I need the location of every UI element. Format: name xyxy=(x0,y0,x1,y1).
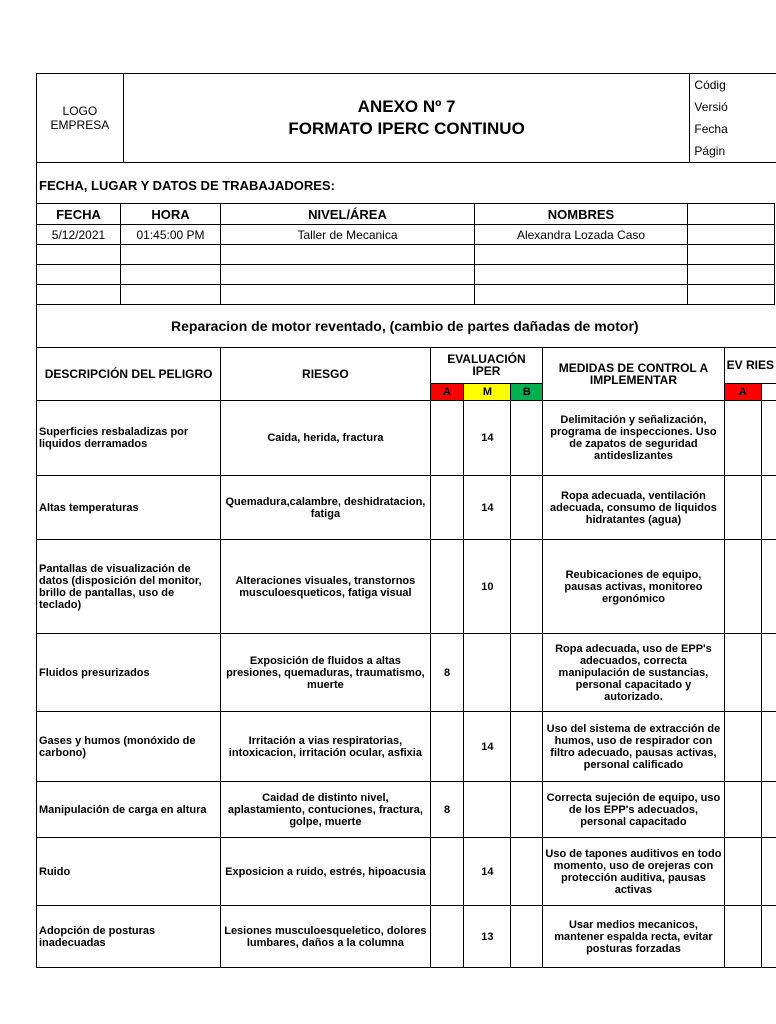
workers-header-row xyxy=(37,204,775,225)
annex-number: ANEXO Nº 7 xyxy=(357,97,456,116)
level-low-label: B xyxy=(511,383,543,400)
level-m-cell: 10 xyxy=(464,540,511,634)
date-cell[interactable] xyxy=(37,265,121,285)
area-cell[interactable] xyxy=(221,285,475,305)
residual-cell xyxy=(724,782,761,838)
level-m-cell: 14 xyxy=(464,838,511,906)
residual-cell xyxy=(724,634,761,712)
residual-cell xyxy=(724,712,761,782)
workers-row xyxy=(37,225,775,245)
level-b-cell xyxy=(511,476,543,540)
column-header-date: FECHA xyxy=(37,204,121,225)
residual-cell xyxy=(761,401,776,476)
risk-cell: Exposición de fluidos a altas presiones, quemaduras, traumatismo, muerte xyxy=(221,634,430,712)
logo-line-1: LOGO xyxy=(62,104,98,118)
form-header xyxy=(36,73,776,163)
level-high-label: A xyxy=(430,383,464,400)
time-cell[interactable] xyxy=(121,285,221,305)
hazard-cell: Superficies resbaladizas por liquidos derramados xyxy=(37,401,221,476)
column-header-evaluation: EVALUACIÓN IPER xyxy=(430,348,543,384)
level-b-cell xyxy=(511,906,543,968)
residual-cell xyxy=(761,634,776,712)
form-title xyxy=(123,74,690,163)
date-cell[interactable] xyxy=(37,285,121,305)
residual-level-high-label: A xyxy=(724,383,761,400)
level-m-cell xyxy=(464,634,511,712)
level-a-cell xyxy=(430,401,464,476)
time-cell[interactable]: 01:45:00 PM xyxy=(121,225,221,245)
risk-cell: Caida, herida, fractura xyxy=(221,401,430,476)
column-header-time: HORA xyxy=(121,204,221,225)
level-a-cell xyxy=(430,540,464,634)
time-cell[interactable] xyxy=(121,245,221,265)
column-header-residual-eval: EV RIES xyxy=(724,348,776,384)
level-m-cell xyxy=(464,782,511,838)
level-a-cell: 8 xyxy=(430,634,464,712)
workers-section-title: FECHA, LUGAR Y DATOS DE TRABAJADORES: xyxy=(36,163,776,203)
level-medium-label: M xyxy=(464,383,511,400)
column-header-measures: MEDIDAS DE CONTROL A IMPLEMENTAR xyxy=(543,348,724,401)
measures-cell: Reubicaciones de equipo, pausas activas, monitoreo ergonómico xyxy=(543,540,724,634)
measures-cell: Usar medios mecanicos, mantener espalda recta, evitar posturas forzadas xyxy=(543,906,724,968)
level-b-cell xyxy=(511,540,543,634)
level-a-cell xyxy=(430,476,464,540)
extra-cell[interactable] xyxy=(688,245,775,265)
residual-cell xyxy=(761,838,776,906)
hazard-cell: Altas temperaturas xyxy=(37,476,221,540)
area-cell[interactable] xyxy=(221,245,475,265)
extra-cell[interactable] xyxy=(688,225,775,245)
iper-table xyxy=(36,347,776,968)
residual-cell xyxy=(724,476,761,540)
level-b-cell xyxy=(511,712,543,782)
table-row xyxy=(37,838,776,906)
residual-cell xyxy=(724,401,761,476)
level-m-cell: 13 xyxy=(464,906,511,968)
measures-cell: Uso del sistema de extracción de humos, uso de respirador con filtro adecuado, pausas activas, personal calificado xyxy=(543,712,724,782)
document-control-box xyxy=(690,74,776,163)
workers-row xyxy=(37,245,775,265)
hazard-cell: Gases y humos (monóxido de carbono) xyxy=(37,712,221,782)
level-m-cell: 14 xyxy=(464,401,511,476)
workers-row xyxy=(37,285,775,305)
page-label: Págin xyxy=(694,144,726,158)
date-cell[interactable]: 5/12/2021 xyxy=(37,225,121,245)
risk-cell: Lesiones musculoesqueletico, dolores lumbares, daños a la columna xyxy=(221,906,430,968)
workers-table xyxy=(36,203,775,305)
table-row xyxy=(37,634,776,712)
level-m-cell: 14 xyxy=(464,476,511,540)
iperc-form xyxy=(36,73,776,968)
risk-cell: Exposicion a ruido, estrés, hipoacusia xyxy=(221,838,430,906)
table-row xyxy=(37,476,776,540)
hazard-cell: Pantallas de visualización de datos (disposición del monitor, brillo de pantallas, uso de teclado) xyxy=(37,540,221,634)
version-label: Versió xyxy=(694,100,728,114)
form-name: FORMATO IPERC CONTINUO xyxy=(288,119,525,138)
hazard-cell: Ruido xyxy=(37,838,221,906)
level-a-cell xyxy=(430,906,464,968)
level-a-cell xyxy=(430,712,464,782)
level-b-cell xyxy=(511,838,543,906)
column-header-extra xyxy=(688,204,775,225)
area-cell[interactable] xyxy=(221,265,475,285)
residual-cell xyxy=(761,712,776,782)
risk-cell: Irritación a vias respiratorias, intoxicacion, irritación ocular, asfixia xyxy=(221,712,430,782)
extra-cell[interactable] xyxy=(688,265,775,285)
level-a-cell: 8 xyxy=(430,782,464,838)
level-b-cell xyxy=(511,782,543,838)
hazard-cell: Manipulación de carga en altura xyxy=(37,782,221,838)
risk-cell: Alteraciones visuales, transtornos musculoesqueticos, fatiga visual xyxy=(221,540,430,634)
name-cell[interactable] xyxy=(475,285,688,305)
column-header-hazard: DESCRIPCIÓN DEL PELIGRO xyxy=(37,348,221,401)
residual-level-cell xyxy=(761,383,776,400)
level-b-cell xyxy=(511,401,543,476)
hazard-cell: Fluidos presurizados xyxy=(37,634,221,712)
iper-header-row xyxy=(37,348,776,384)
measures-cell: Delimitación y señalización, programa de inspecciones. Uso de zapatos de seguridad antideslizantes xyxy=(543,401,724,476)
residual-cell xyxy=(761,476,776,540)
company-logo-placeholder xyxy=(37,74,124,163)
code-label: Códig xyxy=(694,78,726,92)
table-row xyxy=(37,712,776,782)
logo-line-2: EMPRESA xyxy=(50,118,110,132)
residual-cell xyxy=(724,906,761,968)
extra-cell[interactable] xyxy=(688,285,775,305)
table-row xyxy=(37,906,776,968)
measures-cell: Correcta sujeción de equipo, uso de los EPP's adecuados, personal capacitado xyxy=(543,782,724,838)
residual-cell xyxy=(724,838,761,906)
measures-cell: Ropa adecuada, ventilación adecuada, consumo de liquidos hidratantes (agua) xyxy=(543,476,724,540)
area-cell[interactable]: Taller de Mecanica xyxy=(221,225,475,245)
measures-cell: Ropa adecuada, uso de EPP's adecuados, correcta manipulación de sustancias, personal capacitado y autorizado. xyxy=(543,634,724,712)
workers-row xyxy=(37,265,775,285)
table-row xyxy=(37,540,776,634)
column-header-names: NOMBRES xyxy=(475,204,688,225)
level-b-cell xyxy=(511,634,543,712)
column-header-risk: RIESGO xyxy=(221,348,430,401)
name-cell[interactable]: Alexandra Lozada Caso xyxy=(475,225,688,245)
risk-cell: Caidad de distinto nivel, aplastamiento, contuciones, fractura, golpe, muerte xyxy=(221,782,430,838)
residual-cell xyxy=(761,906,776,968)
residual-cell xyxy=(724,540,761,634)
name-cell[interactable] xyxy=(475,245,688,265)
residual-cell xyxy=(761,782,776,838)
level-m-cell: 14 xyxy=(464,712,511,782)
task-description: Reparacion de motor reventado, (cambio de partes dañadas de motor) xyxy=(36,305,776,347)
measures-cell: Uso de tapones auditivos en todo momento, uso de orejeras con protección auditiva, pausas activas xyxy=(543,838,724,906)
residual-cell xyxy=(761,540,776,634)
risk-cell: Quemadura,calambre, deshidratacion, fatiga xyxy=(221,476,430,540)
table-row xyxy=(37,782,776,838)
time-cell[interactable] xyxy=(121,265,221,285)
date-label: Fecha xyxy=(694,122,728,136)
hazard-cell: Adopción de posturas inadecuadas xyxy=(37,906,221,968)
level-a-cell xyxy=(430,838,464,906)
table-row xyxy=(37,401,776,476)
date-cell[interactable] xyxy=(37,245,121,265)
name-cell[interactable] xyxy=(475,265,688,285)
column-header-area: NIVEL/ÁREA xyxy=(221,204,475,225)
